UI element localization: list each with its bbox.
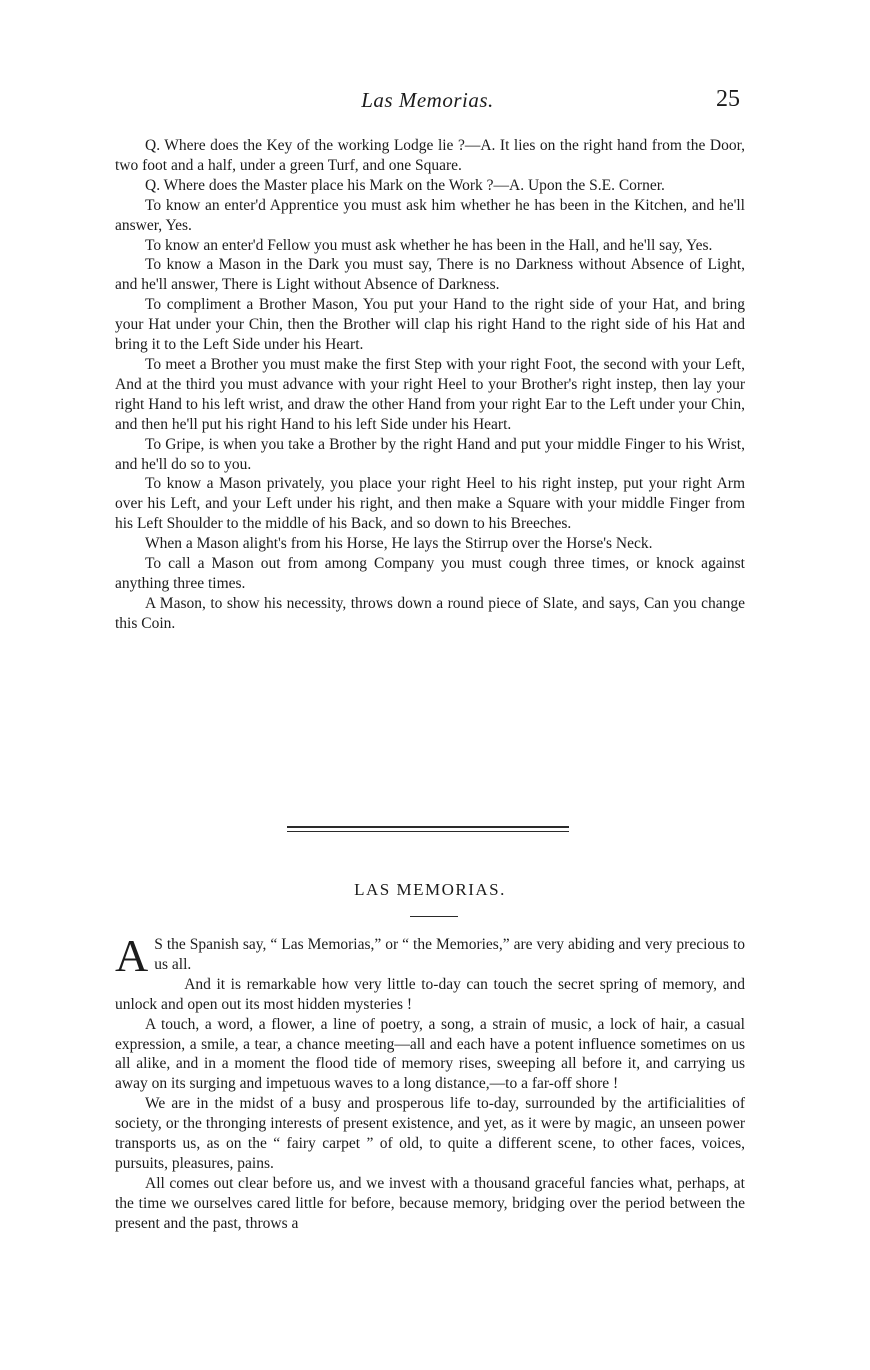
paragraph: To know an enter'd Apprentice you must ask him whether he has been in the Kitchen, and he'll answer, Yes.: [115, 196, 745, 234]
title-underline: [410, 916, 458, 917]
opening-paragraph-text: S the Spanish say, “ Las Memorias,” or “ the Memories,” are very abiding and very precious to us all.: [154, 936, 745, 973]
lower-text-block: [115, 930, 745, 1234]
paragraph: We are in the midst of a busy and prosperous life to-day, surrounded by the artificialities of society, or the thronging interests of present existence, and yet, as it were by magic, an unseen power transports us, as on the “ fairy carpet ” of old, to quite a different scene, to other faces, voices, pursuits, pleasures, pains.: [115, 1095, 745, 1172]
paragraph: To meet a Brother you must make the first Step with your right Foot, the second with your Left, And at the third you must advance with your right Heel to your Brother's right instep, then lay your right Hand to his left wrist, and draw the other Hand from your right Ear to the Left under your Chin, and then he'll put his right Hand to his left Side under his Heart.: [115, 355, 745, 433]
paragraph: And it is remarkable how very little to-day can touch the secret spring of memory, and unlock and open out its most hidden mysteries !: [115, 975, 745, 1013]
paragraph: All comes out clear before us, and we invest with a thousand graceful fancies what, perhaps, at the time we ourselves cared little for before, because memory, bridging over the period between the present and the past, throws a: [115, 1174, 745, 1232]
section-divider-thin: [287, 831, 569, 832]
paragraph: To Gripe, is when you take a Brother by the right Hand and put your middle Finger to his Wrist, and he'll do so to you.: [115, 435, 745, 473]
running-title: Las Memorias.: [361, 88, 494, 112]
paragraph: Q. Where does the Key of the working Lodge lie ?—A. It lies on the right hand from the Door, two foot and a half, under a green Turf, and one Square.: [115, 137, 745, 174]
paragraph: When a Mason alight's from his Horse, He lays the Stirrup over the Horse's Neck.: [145, 535, 653, 553]
drop-cap: A: [115, 930, 149, 981]
upper-text-block: [115, 136, 745, 634]
paragraph: To call a Mason out from among Company you must cough three times, or knock against anything three times.: [115, 555, 745, 592]
section-title: LAS MEMORIAS.: [354, 880, 506, 899]
paragraph: To know an enter'd Fellow you must ask whether he has been in the Hall, and he'll say, Yes.: [145, 236, 713, 254]
running-head: [115, 86, 740, 116]
paragraph: To know a Mason in the Dark you must say, There is no Darkness without Absence of Light, and he'll answer, There is Light without Absence of Darkness.: [115, 256, 745, 294]
paragraph: A touch, a word, a flower, a line of poetry, a song, a strain of music, a lock of hair, a casual expression, a smile, a tear, a chance meeting—all and each have a potent influence sometimes on us all alike, and in a moment the flood tide of memory rises, sweeping all before it, and carrying us away on its surging and impetuous waves to a long distance,—to a far-off shore !: [115, 1015, 745, 1093]
page-number: 25: [716, 86, 740, 112]
paragraph: Q. Where does the Master place his Mark on the Work ?—A. Upon the S.E. Corner.: [145, 176, 665, 194]
section-divider-thick: [287, 826, 569, 828]
paragraph: A Mason, to show his necessity, throws down a round piece of Slate, and says, Can you change this Coin.: [115, 594, 745, 632]
opening-paragraph: [115, 930, 745, 981]
paragraph: To know a Mason privately, you place your right Heel to his right instep, put your right Arm over his Left, and your Left under his right, and then make a Square with your middle Finger from his Left Shoulder to the middle of his Back, and so down to his Breeches.: [115, 475, 745, 533]
paragraph: To compliment a Brother Mason, You put your Hand to the right side of your Hat, and bring your Hat under your Chin, then the Brother will clap his right Hand to the right side of his Hat and bring it to the Left Side under his Heart.: [115, 296, 745, 354]
